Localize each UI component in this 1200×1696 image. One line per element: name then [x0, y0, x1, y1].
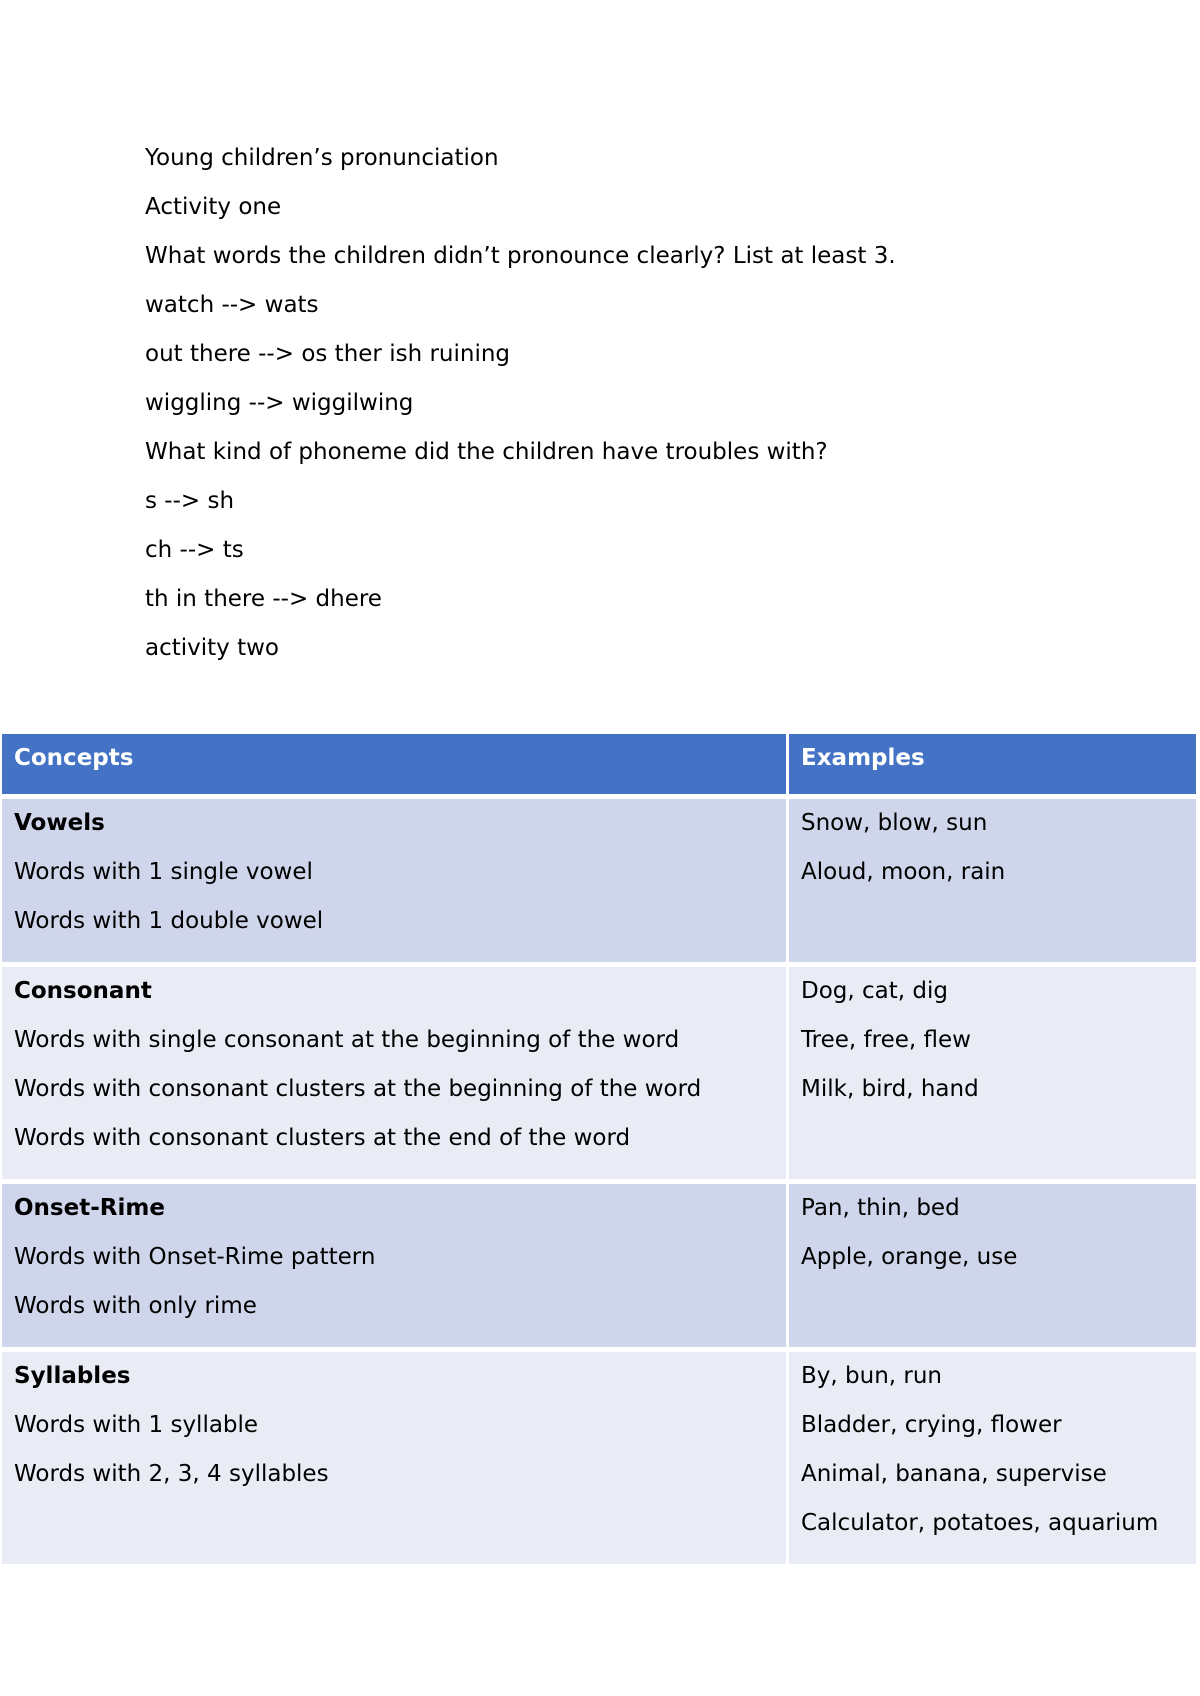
concept-line: Words with consonant clusters at the beginning of the word — [14, 1076, 702, 1102]
concept-line: Words with single consonant at the beginning of the word — [14, 1027, 680, 1053]
row-heading: Syllables — [14, 1363, 131, 1389]
answer-item: ch --> ts — [145, 537, 244, 563]
example-line: Pan, thin, bed — [801, 1195, 960, 1221]
header-examples: Examples — [789, 734, 1196, 794]
example-line: Bladder, crying, flower — [801, 1412, 1062, 1438]
table-header-row — [2, 734, 1196, 794]
concept-line: Words with Onset-Rime pattern — [14, 1244, 376, 1270]
example-line: By, bun, run — [801, 1363, 942, 1389]
row-heading: Onset-Rime — [14, 1195, 165, 1221]
examples-cell — [789, 1184, 1196, 1347]
concepts-cell — [2, 1184, 786, 1347]
concepts-cell — [2, 1352, 786, 1564]
row-heading: Vowels — [14, 810, 105, 836]
examples-cell — [789, 967, 1196, 1179]
table-row-vowels — [2, 799, 1196, 962]
concepts-cell — [2, 799, 786, 962]
answer-item: watch --> wats — [145, 292, 319, 318]
concept-line: Words with 1 syllable — [14, 1412, 259, 1438]
concept-line: Words with only rime — [14, 1293, 257, 1319]
concepts-cell — [2, 967, 786, 1179]
example-line: Snow, blow, sun — [801, 810, 988, 836]
answer-item: th in there --> dhere — [145, 586, 382, 612]
document-title: Young children’s pronunciation — [145, 145, 499, 171]
table-row-onset-rime — [2, 1184, 1196, 1347]
example-line: Milk, bird, hand — [801, 1076, 979, 1102]
table-row-syllables — [2, 1352, 1196, 1564]
table-row-consonant — [2, 967, 1196, 1179]
answer-item: s --> sh — [145, 488, 235, 514]
question-two: What kind of phoneme did the children have troubles with? — [145, 439, 828, 465]
example-line: Apple, orange, use — [801, 1244, 1018, 1270]
examples-cell — [789, 799, 1196, 962]
example-line: Tree, free, flew — [801, 1027, 971, 1053]
row-heading: Consonant — [14, 978, 152, 1004]
header-concepts: Concepts — [2, 734, 786, 794]
concept-line: Words with 1 single vowel — [14, 859, 313, 885]
examples-cell — [789, 1352, 1196, 1564]
example-line: Animal, banana, supervise — [801, 1461, 1107, 1487]
concept-line: Words with 1 double vowel — [14, 908, 324, 934]
activity-one-heading: Activity one — [145, 194, 282, 220]
answer-item: out there --> os ther ish ruining — [145, 341, 511, 367]
intro-section — [145, 140, 896, 679]
example-line: Aloud, moon, rain — [801, 859, 1006, 885]
activity-two-heading: activity two — [145, 635, 279, 661]
example-line: Dog, cat, dig — [801, 978, 948, 1004]
concepts-table — [0, 729, 1199, 1569]
example-line: Calculator, potatoes, aquarium — [801, 1510, 1159, 1536]
concept-line: Words with 2, 3, 4 syllables — [14, 1461, 329, 1487]
question-one: What words the children didn’t pronounce clearly? List at least 3. — [145, 243, 896, 269]
answer-item: wiggling --> wiggilwing — [145, 390, 414, 416]
concept-line: Words with consonant clusters at the end of the word — [14, 1125, 631, 1151]
